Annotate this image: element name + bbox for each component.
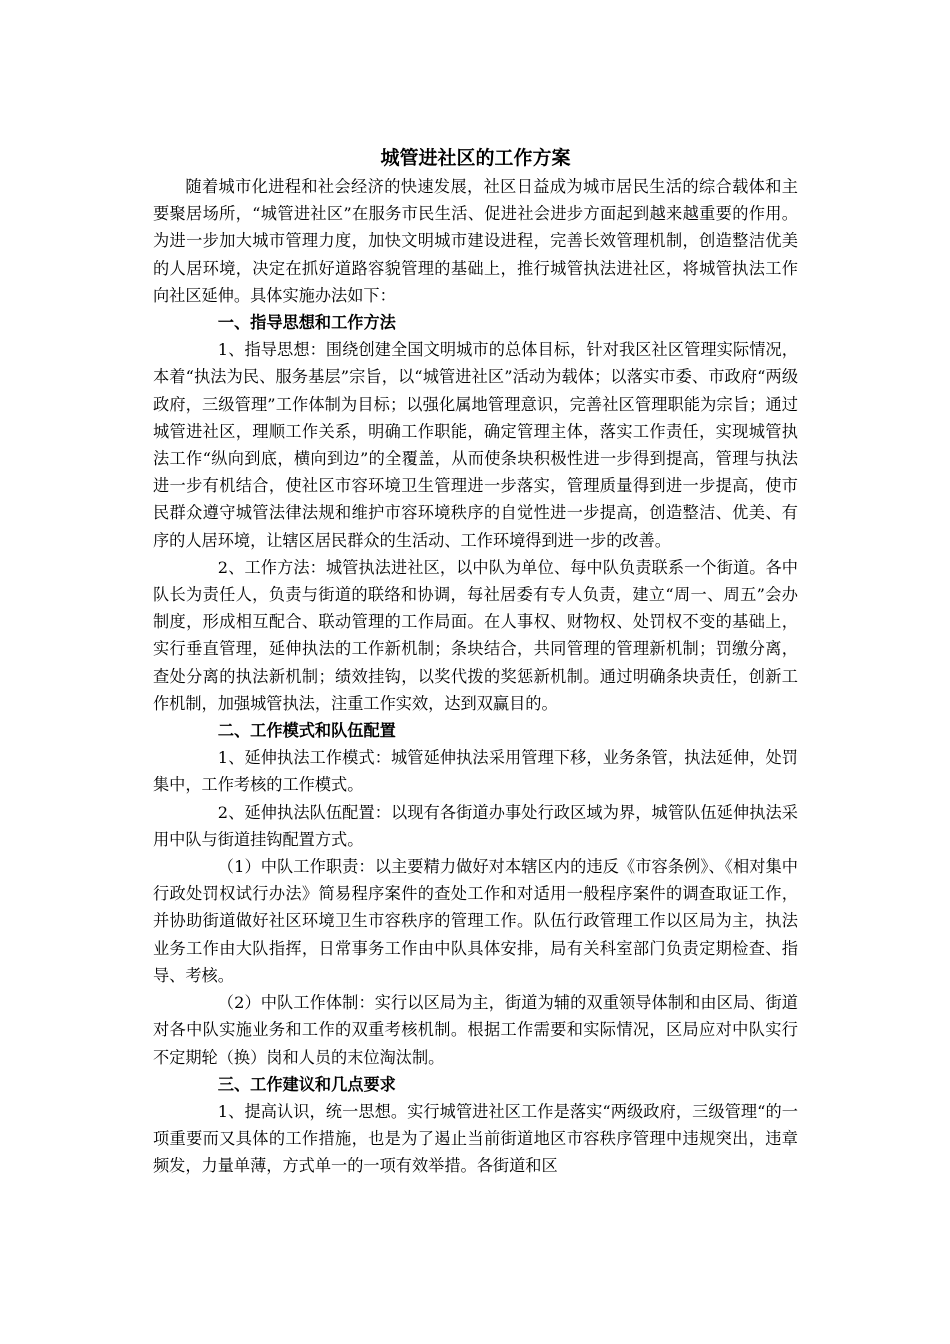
paragraph-raise-awareness: 1、提高认识，统一思想。实行城管进社区工作是落实“两级政府，三级管理“的一项重要而又具体的工作措施，也是为了遏止当前街道地区市容秩序管理中违规突出，违章频发，力量单薄，方式单一的一项有效举措。各街道和区	[153, 1101, 798, 1176]
section-heading-requirements: 三、工作建议和几点要求	[217, 1074, 396, 1094]
section-heading-guiding-principles: 一、指导思想和工作方法	[217, 313, 396, 333]
paragraph-guiding-thought: 1、指导思想：围绕创建全国文明城市的总体目标，针对我区社区管理实际情况，本着“执法为民、服务基层”宗旨，以“城管进社区”活动为载体；以落实市委、市政府“两级政府，三级管理”工作体制为目标；以强化属地管理意识，完善社区管理职能为宗旨；通过城管进社区，理顺工作关系，明确工作职能，确定管理主体，落实工作责任，实现城管执法工作“纵向到底，横向到边”的全覆盖，从而使条块积极性进一步得到提高，管理与执法进一步有机结合，使社区市容环境卫生管理进一步落实，管理质量得到进一步提高，使市民群众遵守城管法律法规和维护市容环境秩序的自觉性进一步提高，创造整洁、优美、有序的人居环境，让辖区居民群众的生活动、工作环境得到进一步的改善。	[153, 340, 798, 550]
paragraph-work-method: 2、工作方法：城管执法进社区，以中队为单位、每中队负责联系一个街道。各中队长为责任人，负责与街道的联络和协调，每社居委有专人负责，建立“周一、周五”会办制度，形成相互配合、联动管理的工作局面。在人事权、财物权、处罚权不变的基础上，实行垂直管理，延伸执法的工作新机制；条块结合，共同管理的管理新机制；罚缴分离，查处分离的执法新机制；绩效挂钩，以奖代拨的奖惩新机制。通过明确条块责任，创新工作机制，加强城管执法，注重工作实效，达到双赢目的。	[153, 557, 798, 713]
paragraph-extension-mode: 1、延伸执法工作模式：城管延伸执法采用管理下移，业务条管，执法延伸，处罚集中，工作考核的工作模式。	[153, 748, 798, 795]
paragraph-team-configuration: 2、延伸执法队伍配置：以现有各街道办事处行政区域为界，城管队伍延伸执法采用中队与街道挂钩配置方式。	[153, 802, 798, 849]
document-title: 城管进社区的工作方案	[380, 147, 571, 169]
intro-paragraph: 随着城市化进程和社会经济的快速发展，社区日益成为城市居民生活的综合载体和主要聚居场所，“城管进社区”在服务市民生活、促进社会进步方面起到越来越重要的作用。为进一步加大城市管理力度，加快文明城市建设进程，完善长效管理机制，创造整洁优美的人居环境，决定在抓好道路容貌管理的基础上，推行城管执法进社区，将城管执法工作向社区延伸。具体实施办法如下：	[153, 177, 798, 305]
paragraph-squad-system: （2）中队工作体制：实行以区局为主，街道为辅的双重领导体制和由区局、街道对各中队实施业务和工作的双重考核机制。根据工作需要和实际情况，区局应对中队实行不定期轮（换）岗和人员的末位淘汰制。	[153, 993, 798, 1067]
section-heading-work-mode: 二、工作模式和队伍配置	[217, 721, 396, 741]
paragraph-squad-duties: （1）中队工作职责：以主要精力做好对本辖区内的违反《市容条例》、《相对集中行政处罚权试行办法》简易程序案件的查处工作和对适用一般程序案件的调查取证工作，并协助街道做好社区环境卫生市容秩序的管理工作。队伍行政管理工作以区局为主，执法业务工作由大队指挥，日常事务工作由中队具体安排，局有关科室部门负责定期检查、指导、考核。	[153, 857, 798, 985]
document-page	[153, 143, 798, 1180]
